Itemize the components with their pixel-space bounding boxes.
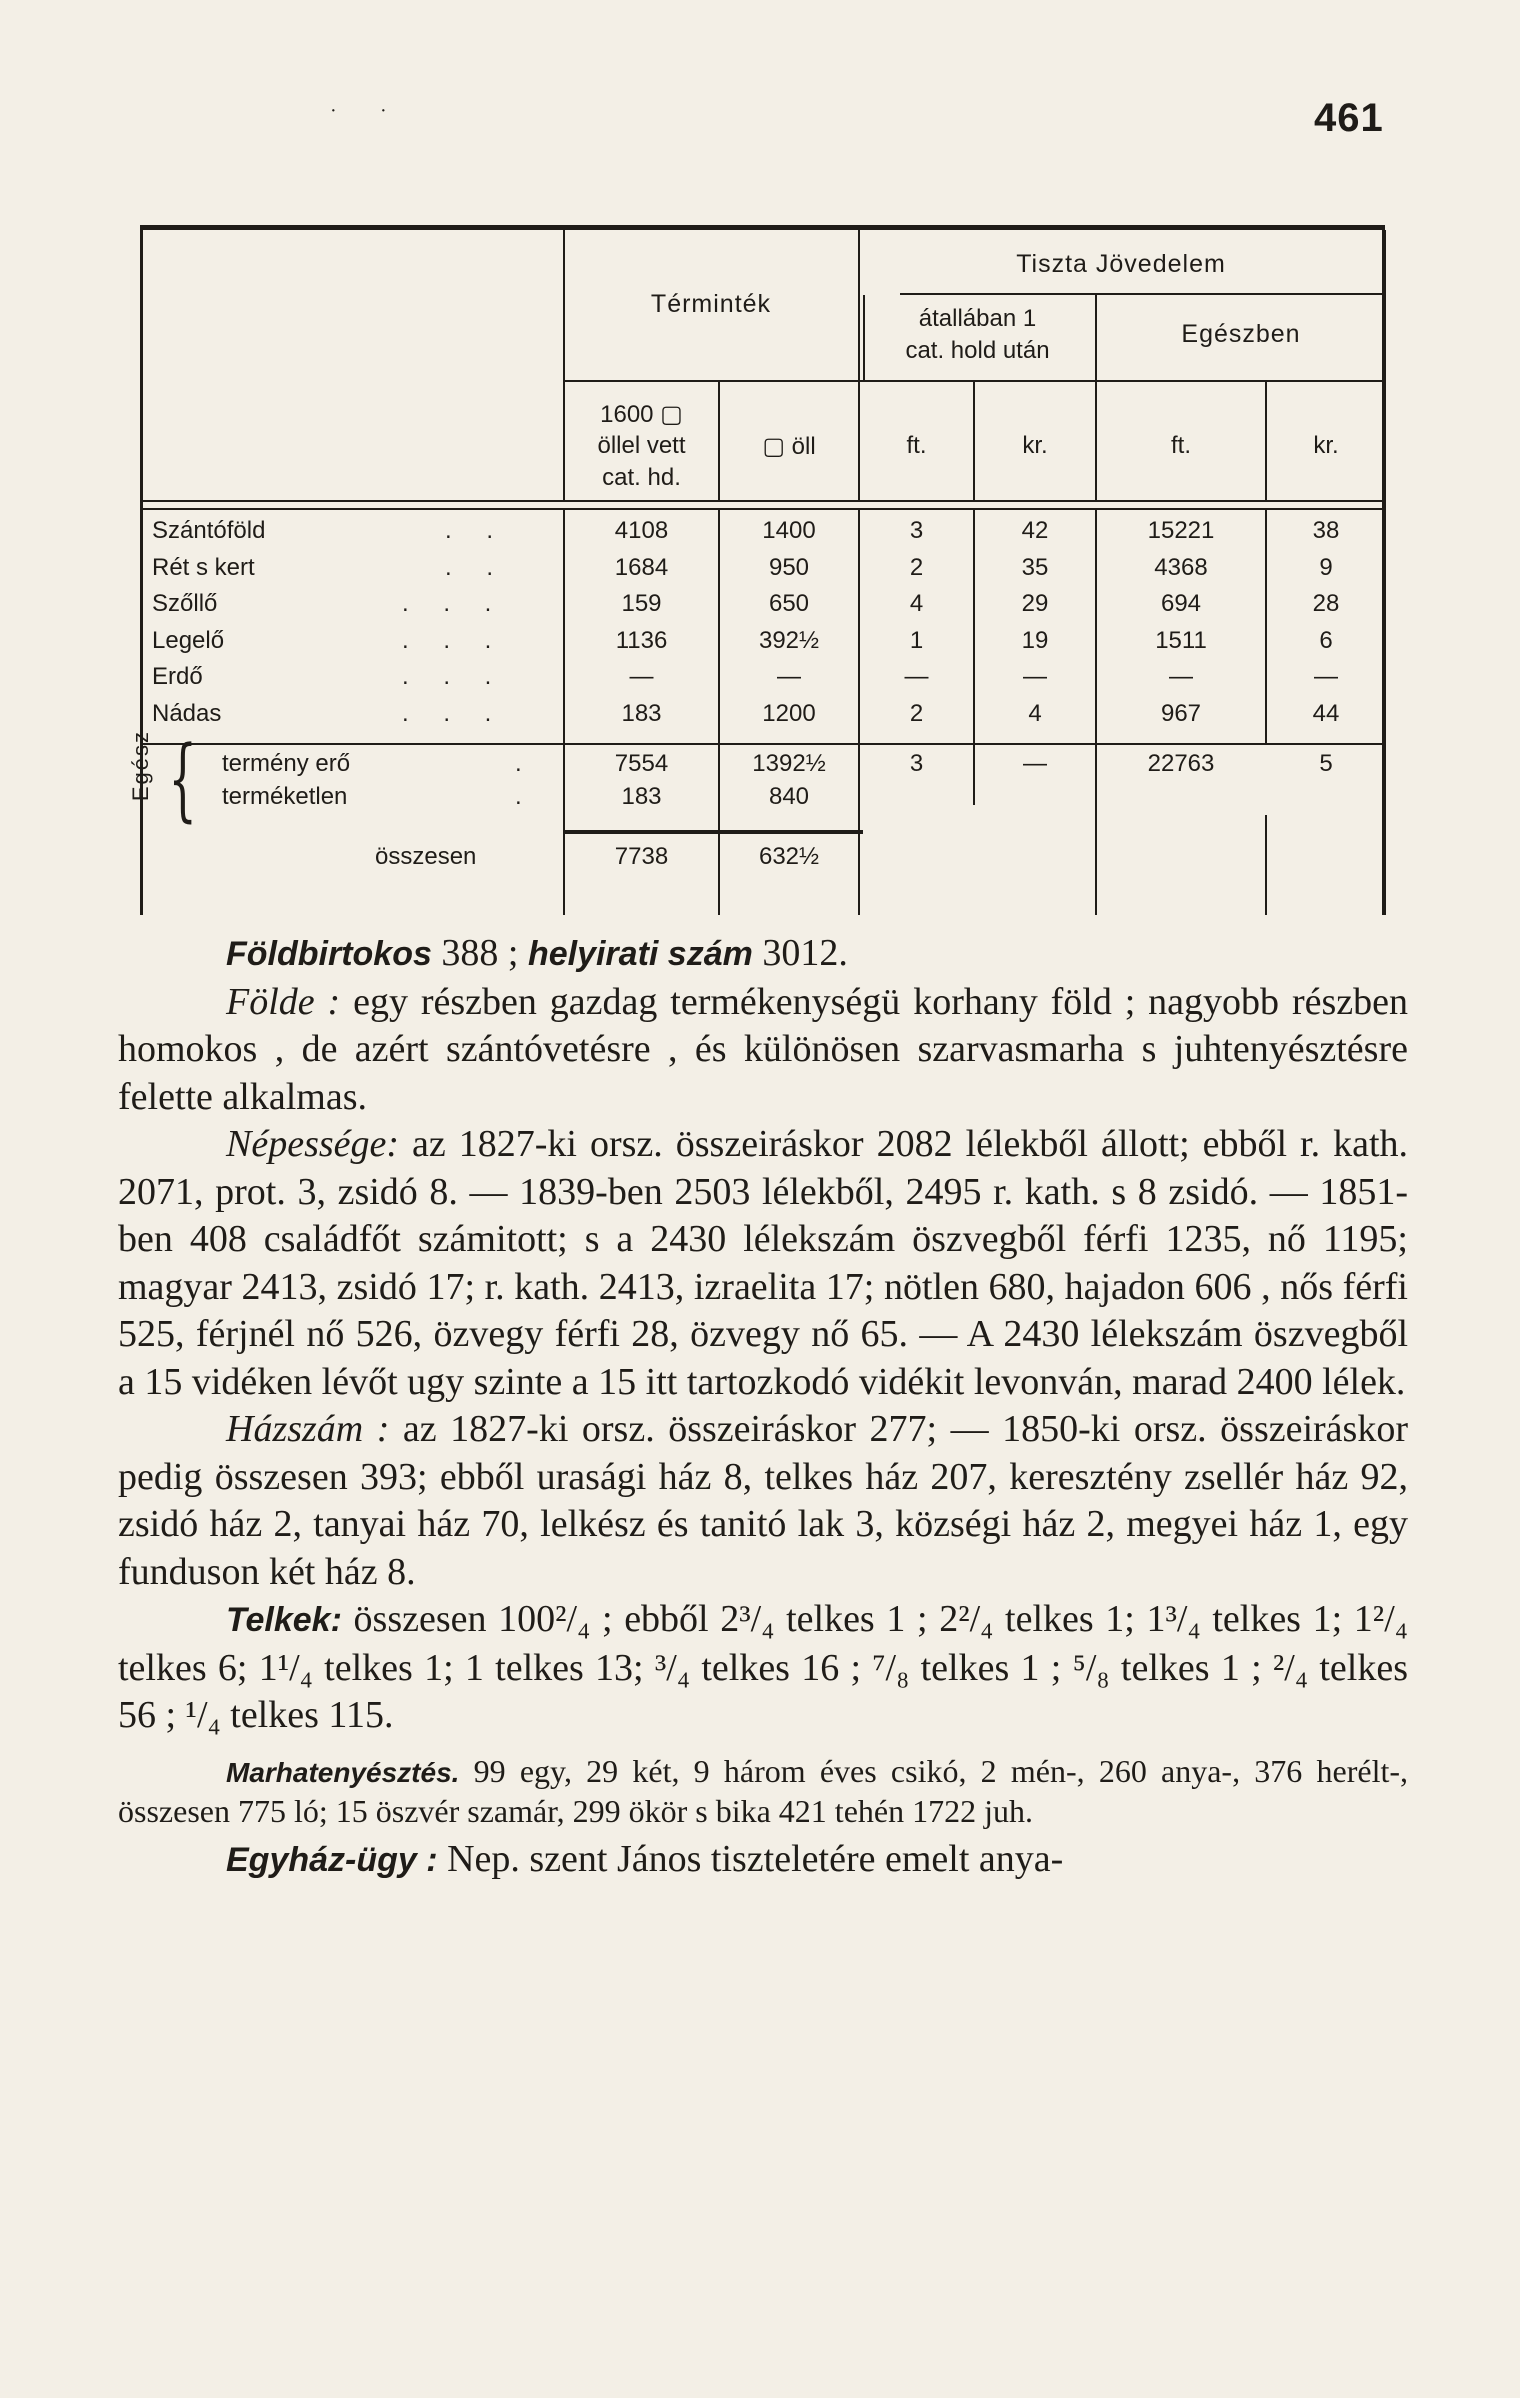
heading: Földe :: [226, 980, 341, 1023]
cell: 38: [1312, 517, 1340, 544]
cell: 29: [1021, 590, 1049, 617]
cell: 159: [621, 590, 662, 617]
cell: 1: [909, 626, 924, 654]
text: összesen 100²/₄ ; ebből 2³/₄ telkes 1 ; 2²/₄ telkes 1; 1³/₄ telkes 1; 1²/₄ telkes 6; 1¹/₄ telkes 1; 1 telkes 13; ³/₄ telkes 16 ; ⁷/₈ telkes 1 ; ⁵/₈ telkes 1 ; ²/₄ telkes 56 ; ¹/₄ telkes 115.: [118, 1598, 1408, 1736]
heading: helyirati szám: [527, 935, 753, 973]
cell: 1400: [762, 517, 816, 544]
cell: 3: [909, 750, 924, 777]
heading: Házszám :: [226, 1408, 390, 1450]
row-name: Erdő: [152, 663, 203, 690]
paragraph: [118, 1121, 1408, 1406]
text: 388 ;: [431, 932, 528, 974]
cell: 183: [621, 699, 662, 727]
heading: Marhatenyésztés.: [226, 1756, 460, 1788]
cell: 7554: [614, 750, 669, 777]
row-name: Legelő: [152, 626, 225, 654]
row-dots: . . .: [402, 590, 506, 617]
cell: 4368: [1154, 553, 1208, 581]
cell: 5: [1319, 750, 1333, 777]
row-dots: . . .: [402, 663, 506, 690]
cell: 950: [768, 553, 810, 581]
brace: {: [168, 727, 197, 832]
paragraph: [118, 979, 1408, 1122]
total-label: összesen: [375, 843, 477, 870]
row-dot: .: [515, 750, 522, 777]
heading: Egyház-ügy :: [226, 1840, 438, 1879]
sub-cathd: cat. hd.: [602, 464, 681, 491]
header-tiszta-jovedelem: Tiszta Jövedelem: [1016, 250, 1226, 278]
cell: —: [1169, 663, 1193, 690]
rule: [563, 830, 863, 834]
cell: 2: [909, 699, 924, 727]
rule: [140, 743, 1385, 745]
paragraph: [118, 1596, 1408, 1740]
row-name: Nádas: [152, 699, 222, 727]
cell: 632½: [758, 843, 820, 870]
side-label: Egész: [128, 730, 153, 802]
cell: 694: [1160, 590, 1202, 617]
sub-ft: ft.: [906, 432, 927, 459]
cell: 1136: [615, 626, 668, 654]
cell: 4: [1028, 699, 1042, 727]
cell: 2: [909, 553, 924, 581]
row-dots: . .: [445, 517, 508, 544]
paragraph: [118, 1836, 1408, 1885]
text: 99 egy, 29 két, 9 három éves csikó, 2 mén-, 260 anya-, 376 herélt-, összesen 775 ló; 15 öszvér szamár, 299 ökör s bika 421 tehén 1722 juh.: [118, 1752, 1408, 1829]
speck: ·: [330, 100, 337, 122]
header-atallaban: átallában 1: [918, 305, 1037, 332]
rule: [140, 230, 143, 915]
rule: [140, 508, 1385, 510]
cell: 22763: [1147, 750, 1215, 777]
cell: 19: [1021, 626, 1049, 654]
cell: 42: [1021, 517, 1049, 544]
cell: 35: [1021, 553, 1049, 581]
row-name: termény erő: [222, 750, 351, 777]
cell: —: [1023, 750, 1047, 777]
cell: 28: [1312, 590, 1340, 617]
paragraph: [118, 930, 1408, 979]
text: az 1827-ki orsz. összeiráskor 277; — 1850-ki orsz. összeiráskor pedig összesen 393; ebből urasági ház 8, telkes ház 207, keresztény zsellér ház 92, zsidó ház 2, tanyai ház 70, lelkész és tanitó lak 3, községi ház 2, megyei ház 1, egy funduson két ház 8.: [118, 1408, 1408, 1593]
cell: —: [904, 663, 929, 690]
row-dots: . . .: [402, 699, 506, 727]
row-dots: . . .: [402, 626, 506, 654]
sub-kr: kr.: [1022, 432, 1048, 459]
text: egy részben gazdag termékenységü korhany föld ; nagyobb részben homokos , de azért szántóvetésre , és különösen szarvasmarha s juhtenyésztésre felette alkalmas.: [118, 980, 1408, 1118]
cell: 1511: [1155, 626, 1207, 654]
header-egeszben: Egészben: [1181, 320, 1301, 348]
header-cat-hold: cat. hold után: [905, 337, 1050, 364]
heading: Földbirtokos: [226, 935, 432, 973]
cell: 392½: [758, 626, 820, 654]
cell: —: [629, 663, 654, 690]
cell: —: [777, 663, 801, 690]
speck: ·: [380, 100, 387, 122]
cell: 1684: [614, 553, 669, 581]
text: 3012.: [752, 932, 848, 974]
cell: 840: [768, 783, 810, 810]
rule: [1265, 815, 1267, 915]
cell: 1392½: [752, 750, 826, 777]
text: az 1827-ki orsz. összeiráskor 2082 lélekből állott; ebből r. kath. 2071, prot. 3, zsidó 8. — 1839-ben 2503 lélekből, 2495 r. kath. s 8 zsidó. — 1851-ben 408 családfőt számitott; s a 2430 lélekszám öszvegből férfi 1235, nő 1195; magyar 2413, zsidó 17; r. kath. 2413, izraelita 17; nötlen 680, hajadon 606 , nős férfi 525, férjnél nő 526, özvegy férfi 28, özvegy nő 65. — A 2430 lélekszám öszvegből a 15 vidéken lévőt ugy szinte a 15 itt tartozkodó vidékit levonván, marad 2400 lélek.: [118, 1123, 1408, 1403]
row-dots: . .: [445, 553, 508, 581]
heading: Telkek:: [226, 1601, 342, 1639]
cell: 650: [768, 590, 810, 617]
rule: [140, 500, 1385, 502]
cell: 3: [909, 517, 924, 544]
cell: 6: [1319, 626, 1333, 654]
row-name: Szántóföld: [152, 517, 266, 544]
cell: 15221: [1147, 517, 1215, 544]
sub-1600: 1600 ▢: [600, 401, 683, 428]
cell: 967: [1160, 699, 1202, 727]
sub-oll: ▢ öll: [762, 433, 816, 460]
cell: —: [1023, 663, 1047, 690]
text: Nep. szent János tiszteletére emelt anya-: [437, 1837, 1064, 1880]
sub-ollel: öllel vett: [597, 432, 686, 459]
row-dot: .: [515, 783, 522, 810]
header-termertek: Términték: [650, 290, 772, 318]
sub-ft: ft.: [1170, 432, 1191, 459]
cell: 7738: [614, 843, 669, 870]
cell: 9: [1319, 553, 1333, 581]
row-name: terméketlen: [222, 783, 348, 810]
statistics-table: [128, 225, 1385, 915]
row-name: Rét s kert: [152, 553, 255, 581]
body-text: [118, 930, 1408, 1884]
cell: 1200: [762, 699, 816, 727]
cell: —: [1314, 663, 1338, 690]
table-top-rule: [140, 225, 1385, 230]
page-number: 461: [1314, 96, 1384, 140]
cell: 4: [909, 590, 924, 617]
paragraph: [118, 1752, 1408, 1830]
heading: Népessége:: [226, 1123, 400, 1165]
cell: 44: [1312, 699, 1340, 727]
sub-kr: kr.: [1313, 432, 1339, 459]
paragraph: [118, 1406, 1408, 1596]
row-name: Szőllő: [152, 590, 218, 617]
cell: 4108: [614, 517, 669, 544]
cell: 183: [621, 783, 662, 810]
rule: [900, 293, 1385, 295]
